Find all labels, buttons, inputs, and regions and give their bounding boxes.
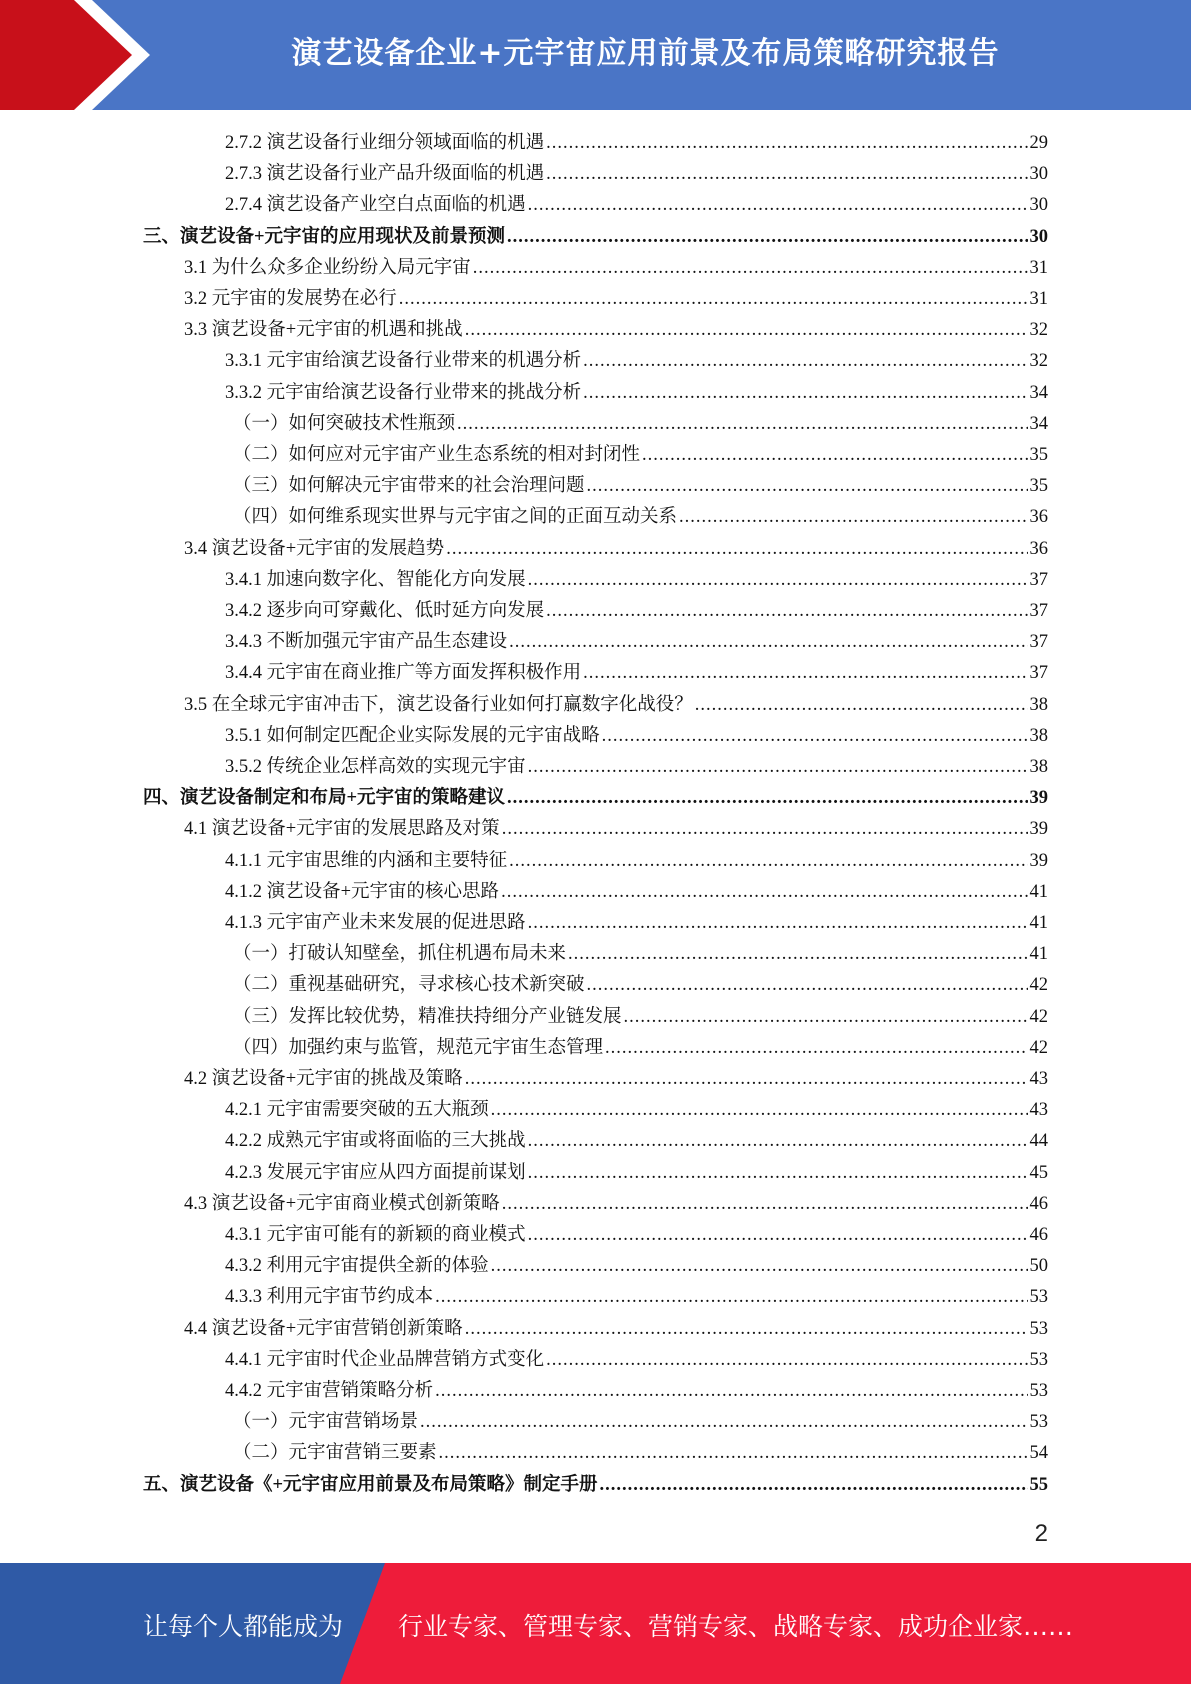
- toc-entry[interactable]: [225, 1251, 1048, 1282]
- toc-entry-title: 3.5 在全球元宇宙冲击下，演艺设备行业如何打赢数字化战役？: [184, 694, 693, 715]
- toc-entry-page: 53: [1029, 1318, 1048, 1339]
- toc-entry-title: 4.1 演艺设备+元宇宙的发展思路及对策: [184, 819, 500, 840]
- toc-entry-page: 37: [1029, 663, 1048, 684]
- toc-entry-page: 42: [1029, 1037, 1048, 1058]
- toc-entry-title: 五、演艺设备《+元宇宙应用前景及布局策略》制定手册: [143, 1474, 598, 1495]
- toc-leader-dots: [583, 383, 1027, 404]
- toc-entry[interactable]: [225, 1345, 1048, 1376]
- toc-leader-dots: [528, 570, 1028, 591]
- page-footer: [0, 1563, 1191, 1684]
- toc-entry-title: 2.7.2 演艺设备行业细分领域面临的机遇: [225, 133, 545, 153]
- toc-entry-page: 31: [1029, 257, 1048, 278]
- toc-entry-page: 31: [1029, 289, 1048, 309]
- toc-entry[interactable]: [225, 1095, 1048, 1126]
- toc-entry[interactable]: [143, 222, 1048, 253]
- toc-entry-page: 39: [1029, 788, 1048, 809]
- toc-entry-page: 42: [1029, 1006, 1048, 1027]
- toc-entry-title: 4.4 演艺设备+元宇宙营销创新策略: [184, 1318, 463, 1339]
- toc-entry-title: 2.7.4 演艺设备产业空白点面临的机遇: [225, 195, 526, 216]
- toc-entry[interactable]: [233, 409, 1048, 440]
- toc-leader-dots: [473, 258, 1028, 279]
- toc-entry-page: 41: [1029, 913, 1048, 933]
- toc-entry[interactable]: [225, 752, 1048, 783]
- toc-entry-page: 37: [1029, 569, 1048, 590]
- toc-leader-dots: [439, 1443, 1028, 1464]
- toc-leader-dots: [465, 1319, 1028, 1340]
- toc-entry[interactable]: [225, 1376, 1048, 1407]
- toc-entry[interactable]: [225, 128, 1048, 159]
- toc-leader-dots: [587, 975, 1028, 996]
- toc-entry[interactable]: [233, 1033, 1048, 1064]
- toc-entry-page: 53: [1029, 1349, 1048, 1370]
- toc-leader-dots: [435, 1381, 1027, 1402]
- toc-entry-page: 53: [1029, 1381, 1048, 1401]
- toc-entry[interactable]: [184, 315, 1048, 346]
- toc-leader-dots: [509, 632, 1027, 653]
- toc-entry[interactable]: [225, 378, 1048, 409]
- toc-leader-dots: [605, 1038, 1027, 1059]
- toc-leader-dots: [528, 913, 1028, 934]
- toc-entry-title: 3.4.4 元宇宙在商业推广等方面发挥积极作用: [225, 663, 582, 684]
- toc-leader-dots: [642, 445, 1027, 466]
- toc-entry-title: 4.1.2 演艺设备+元宇宙的核心思路: [225, 881, 500, 902]
- toc-entry[interactable]: [225, 159, 1048, 190]
- toc-entry[interactable]: [225, 190, 1048, 221]
- toc-entry[interactable]: [233, 970, 1048, 1001]
- toc-entry[interactable]: [143, 1470, 1048, 1501]
- toc-entry-page: 38: [1029, 757, 1048, 777]
- toc-leader-dots: [446, 539, 1027, 560]
- toc-leader-dots: [583, 351, 1027, 372]
- toc-entry-title: 2.7.3 演艺设备行业产品升级面临的机遇: [225, 164, 545, 185]
- toc-leader-dots: [587, 476, 1028, 497]
- toc-entry-title: 3.4.1 加速向数字化、智能化方向发展: [225, 569, 526, 590]
- toc-leader-dots: [679, 507, 1027, 528]
- toc-leader-dots: [507, 227, 1027, 248]
- toc-leader-dots: [528, 1131, 1028, 1152]
- toc-entry-page: 34: [1029, 413, 1048, 434]
- toc-leader-dots: [528, 1225, 1028, 1246]
- toc-entry[interactable]: [233, 1438, 1048, 1469]
- toc-leader-dots: [600, 1475, 1028, 1496]
- toc-entry-page: 35: [1029, 445, 1048, 465]
- toc-entry-page: 36: [1029, 507, 1048, 528]
- toc-entry[interactable]: [233, 471, 1048, 502]
- toc-entry-title: 3.3.2 元宇宙给演艺设备行业带来的挑战分析: [225, 382, 582, 403]
- toc-entry[interactable]: [184, 534, 1048, 565]
- page-header: [0, 0, 1191, 110]
- toc-leader-dots: [465, 1069, 1028, 1090]
- toc-leader-dots: [435, 1287, 1027, 1308]
- footer-slogan-left: 让每个人都能成为: [143, 1612, 344, 1641]
- toc-entry[interactable]: [225, 908, 1048, 939]
- footer-slogan-right: 行业专家、管理专家、营销专家、战略专家、成功企业家……: [398, 1612, 1074, 1641]
- toc-entry-title: 4.1.1 元宇宙思维的内涵和主要特征: [225, 850, 508, 871]
- toc-entry-title: （四）如何维系现实世界与元宇宙之间的正面互动关系: [233, 507, 678, 528]
- toc-entry-page: 42: [1029, 975, 1048, 996]
- toc-entry-title: 3.5.1 如何制定匹配企业实际发展的元宇宙战略: [225, 725, 600, 746]
- toc-entry[interactable]: [225, 565, 1048, 596]
- toc-entry[interactable]: [225, 846, 1048, 877]
- toc-entry-title: 4.3.2 利用元宇宙提供全新的体验: [225, 1256, 489, 1277]
- toc-entry-page: 38: [1029, 725, 1048, 746]
- toc-entry-title: 3.5.2 传统企业怎样高效的实现元宇宙: [225, 757, 526, 777]
- toc-entry-title: 3.3 演艺设备+元宇宙的机遇和挑战: [184, 320, 463, 341]
- toc-entry-title: 4.2.2 成熟元宇宙或将面临的三大挑战: [225, 1131, 526, 1152]
- toc-entry[interactable]: [143, 783, 1048, 814]
- toc-entry-page: 35: [1029, 476, 1048, 497]
- toc-entry[interactable]: [225, 658, 1048, 689]
- toc-entry-title: （一）元宇宙营销场景: [233, 1412, 419, 1433]
- toc-entry-page: 34: [1029, 382, 1048, 403]
- toc-entry-title: 4.1.3 元宇宙产业未来发展的促进思路: [225, 913, 526, 933]
- toc-leader-dots: [507, 788, 1027, 809]
- toc-leader-dots: [491, 1256, 1028, 1277]
- toc-leader-dots: [568, 944, 1027, 965]
- toc-entry-title: （一）打破认知壁垒，抓住机遇布局未来: [233, 944, 567, 965]
- toc-entry-title: （二）如何应对元宇宙产业生态系统的相对封闭性: [233, 445, 641, 465]
- toc-leader-dots: [502, 1194, 1028, 1215]
- toc-entry[interactable]: [225, 1282, 1048, 1313]
- toc-entry-page: 41: [1029, 881, 1048, 902]
- toc-entry-title: （三）发挥比较优势，精准扶持细分产业链发展: [233, 1006, 622, 1027]
- toc-entry-title: 4.2.1 元宇宙需要突破的五大瓶颈: [225, 1100, 489, 1121]
- toc-leader-dots: [583, 663, 1027, 684]
- toc-leader-dots: [399, 289, 1028, 310]
- toc-leader-dots: [695, 695, 1028, 716]
- toc-entry-page: 37: [1029, 601, 1048, 621]
- toc-leader-dots: [602, 726, 1028, 747]
- toc-entry[interactable]: [225, 596, 1048, 627]
- toc-entry[interactable]: [184, 1314, 1048, 1345]
- toc-entry-page: 50: [1029, 1256, 1048, 1277]
- toc-entry-page: 53: [1029, 1287, 1048, 1308]
- toc-entry-page: 38: [1029, 694, 1048, 715]
- toc-entry-page: 39: [1029, 850, 1048, 871]
- toc-entry-page: 43: [1029, 1069, 1048, 1089]
- toc-entry[interactable]: [184, 284, 1048, 315]
- toc-entry-title: 三、演艺设备+元宇宙的应用现状及前景预测: [143, 226, 506, 247]
- toc-entry-page: 37: [1029, 632, 1048, 653]
- toc-entry-page: 39: [1029, 819, 1048, 840]
- toc-entry-title: 4.3.3 利用元宇宙节约成本: [225, 1287, 434, 1308]
- toc-entry[interactable]: [225, 1126, 1048, 1157]
- toc-entry-title: 4.2.3 发展元宇宙应从四方面提前谋划: [225, 1162, 526, 1183]
- toc-leader-dots: [491, 1100, 1028, 1121]
- toc-entry-title: 4.4.1 元宇宙时代企业品牌营销方式变化: [225, 1349, 545, 1370]
- toc-entry-title: （二）元宇宙营销三要素: [233, 1443, 437, 1464]
- toc-entry-page: 55: [1029, 1474, 1048, 1495]
- toc-entry-page: 54: [1029, 1443, 1048, 1464]
- toc-entry-title: （二）重视基础研究，寻求核心技术新突破: [233, 975, 585, 996]
- toc-entry-page: 36: [1029, 538, 1048, 559]
- toc-leader-dots: [528, 757, 1028, 778]
- toc-entry-page: 32: [1029, 320, 1048, 341]
- toc-entry-page: 43: [1029, 1100, 1048, 1121]
- toc-leader-dots: [528, 1163, 1028, 1184]
- toc-entry-title: 3.2 元宇宙的发展势在必行: [184, 289, 397, 309]
- toc-entry-title: （四）加强约束与监管，规范元宇宙生态管理: [233, 1037, 604, 1058]
- toc-entry-page: 46: [1029, 1193, 1048, 1214]
- toc-entry-page: 44: [1029, 1131, 1048, 1152]
- toc-leader-dots: [457, 414, 1027, 435]
- toc-leader-dots: [546, 133, 1027, 154]
- toc-leader-dots: [509, 851, 1027, 872]
- toc-entry-page: 53: [1029, 1412, 1048, 1433]
- toc-entry-title: 4.3 演艺设备+元宇宙商业模式创新策略: [184, 1193, 500, 1214]
- toc-entry-page: 46: [1029, 1225, 1048, 1245]
- toc-entry-page: 30: [1029, 164, 1048, 185]
- toc-entry-page: 30: [1029, 195, 1048, 216]
- page-number: 2: [1034, 1520, 1048, 1547]
- toc-entry-page: 45: [1029, 1162, 1048, 1183]
- toc-entry[interactable]: [184, 690, 1048, 721]
- toc-entry[interactable]: [184, 1064, 1048, 1095]
- toc-entry-page: 32: [1029, 351, 1048, 372]
- toc-entry[interactable]: [225, 1158, 1048, 1189]
- toc-entry-title: 3.4.3 不断加强元宇宙产品生态建设: [225, 632, 508, 653]
- toc-entry[interactable]: [184, 814, 1048, 845]
- toc-leader-dots: [546, 1350, 1027, 1371]
- toc-entry[interactable]: [225, 627, 1048, 658]
- toc-entry[interactable]: [233, 1002, 1048, 1033]
- toc-entry[interactable]: [225, 1220, 1048, 1251]
- toc-entry[interactable]: [225, 877, 1048, 908]
- toc-leader-dots: [546, 164, 1027, 185]
- toc-entry[interactable]: [184, 253, 1048, 284]
- toc-entry[interactable]: [233, 502, 1048, 533]
- toc-entry[interactable]: [225, 721, 1048, 752]
- toc-entry-page: 29: [1029, 133, 1048, 153]
- toc-leader-dots: [624, 1007, 1028, 1028]
- header-arrow-icon: [0, 0, 160, 110]
- toc-leader-dots: [420, 1412, 1027, 1433]
- toc-entry-title: 4.4.2 元宇宙营销策略分析: [225, 1381, 434, 1401]
- toc-entry-title: 四、演艺设备制定和布局+元宇宙的策略建议: [143, 788, 506, 809]
- toc-entry-page: 30: [1029, 226, 1048, 247]
- toc-entry-title: 3.4 演艺设备+元宇宙的发展趋势: [184, 538, 445, 559]
- toc-entry[interactable]: [225, 346, 1048, 377]
- toc-entry[interactable]: [233, 939, 1048, 970]
- toc-entry[interactable]: [233, 440, 1048, 471]
- toc-entry[interactable]: [184, 1189, 1048, 1220]
- toc-leader-dots: [528, 195, 1028, 216]
- toc-entry-title: 4.3.1 元宇宙可能有的新颖的商业模式: [225, 1225, 526, 1245]
- toc-entry-title: （一）如何突破技术性瓶颈: [233, 413, 456, 434]
- report-title: 演艺设备企业+元宇宙应用前景及布局策略研究报告: [291, 36, 1000, 71]
- toc-entry-title: 3.3.1 元宇宙给演艺设备行业带来的机遇分析: [225, 351, 582, 372]
- toc-entry-title: 4.2 演艺设备+元宇宙的挑战及策略: [184, 1069, 463, 1089]
- toc-entry-title: 3.4.2 逐步向可穿戴化、低时延方向发展: [225, 601, 545, 621]
- toc-entry-page: 41: [1029, 944, 1048, 965]
- toc-leader-dots: [502, 819, 1028, 840]
- toc-entry-title: 3.1 为什么众多企业纷纷入局元宇宙: [184, 257, 471, 278]
- toc-entry-title: （三）如何解决元宇宙带来的社会治理问题: [233, 476, 585, 497]
- toc-leader-dots: [465, 320, 1028, 341]
- toc-leader-dots: [501, 882, 1027, 903]
- toc-leader-dots: [546, 601, 1027, 622]
- toc-entry[interactable]: [233, 1407, 1048, 1438]
